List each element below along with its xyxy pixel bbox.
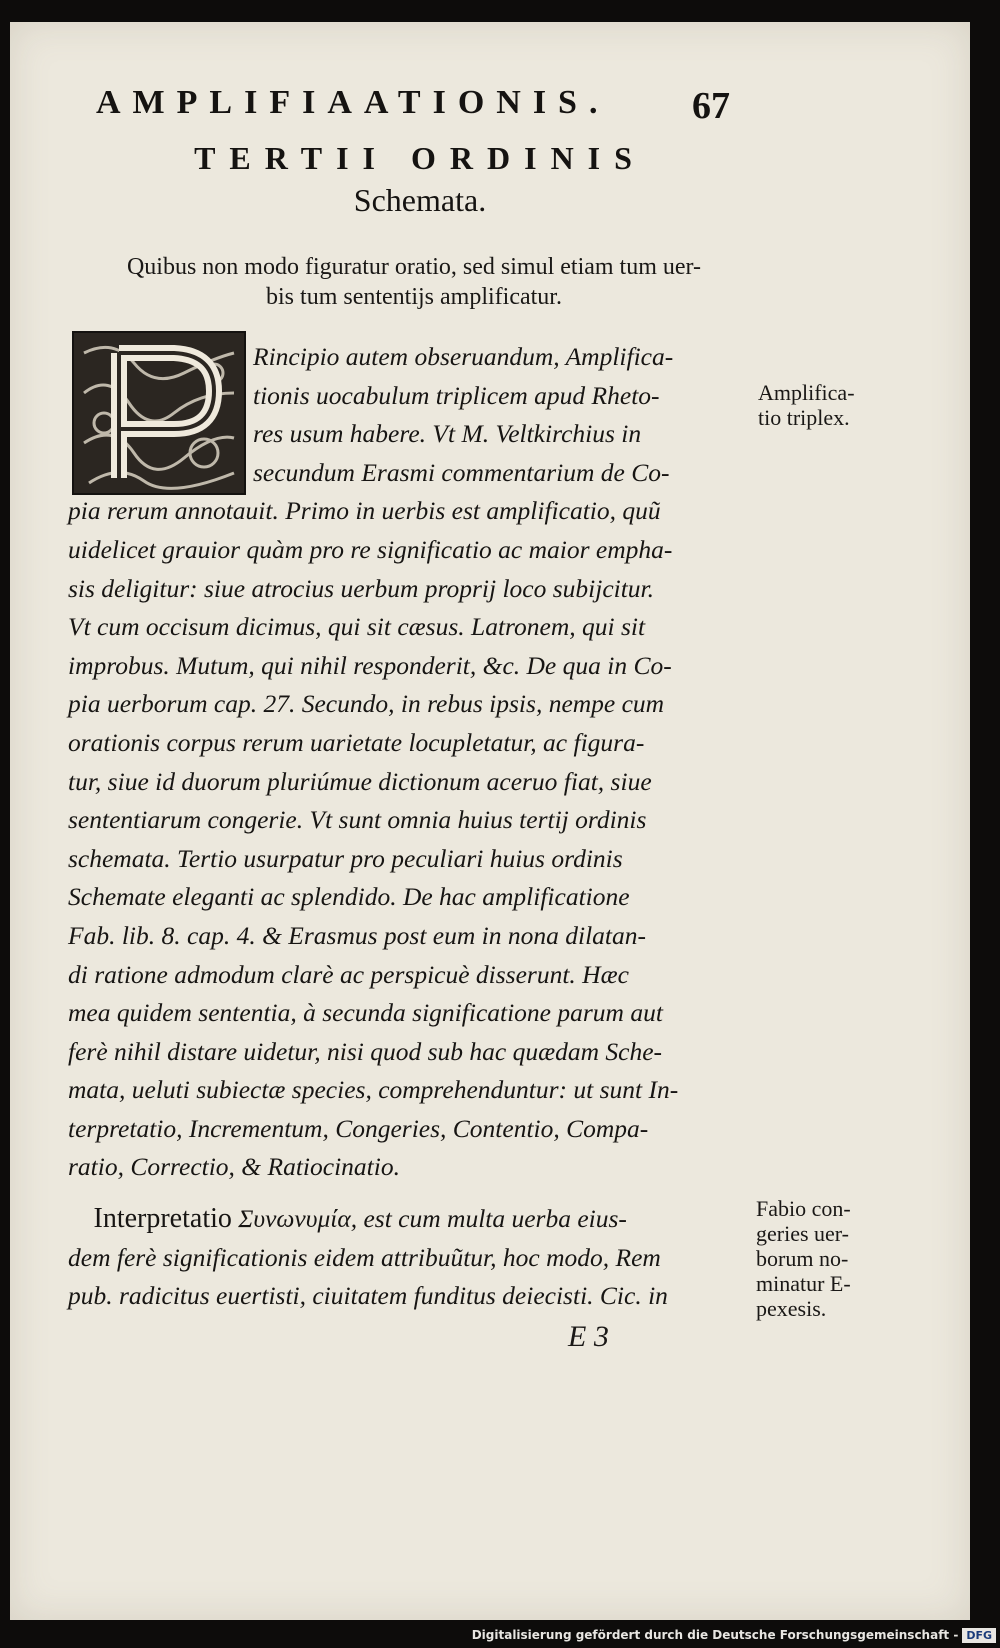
margin-note-line: borum no- — [756, 1246, 849, 1271]
main-paragraph — [68, 338, 752, 1187]
text-line: tur, siue id duorum pluriúmue dictionum aceruo fiat, siue — [68, 766, 652, 796]
text-line: Vt cum occisum dicimus, qui sit cæsus. Latronem, qui sit — [68, 612, 646, 642]
text-line: mata, ueluti subiectæ species, comprehenduntur: ut sunt In- — [68, 1075, 679, 1105]
text-line: Schemate eleganti ac splendido. De hac amplificatione — [68, 882, 630, 912]
text-line: Fab. lib. 8. cap. 4. & Erasmus post eum in nona dilatan- — [68, 920, 646, 950]
intro-line: Quibus non modo figuratur oratio, sed simul etiam tum uer- — [126, 254, 702, 280]
margin-note-line: geries uer- — [756, 1221, 850, 1246]
margin-note-line: pexesis. — [756, 1296, 827, 1321]
footer-text: Digitalisierung gefördert durch die Deutsche Forschungsgemeinschaft - — [471, 1628, 959, 1642]
section-subtitle: Schemata. — [353, 182, 487, 218]
second-paragraph — [68, 1200, 752, 1316]
margin-note-line: minatur E- — [756, 1271, 851, 1296]
digitization-footer — [472, 1624, 996, 1646]
signature-mark: E 3 — [568, 1320, 609, 1353]
text-fragment: Συνωνυμία, est cum multa uerba eius- — [231, 1204, 627, 1233]
dfg-logo: DFG — [962, 1628, 996, 1643]
intro-text — [64, 252, 764, 312]
text-line: dem ferè significationis eidem attribuũtur, hoc modo, Rem — [68, 1242, 661, 1272]
text-line: uidelicet grauior quàm pro re significatio ac maior empha- — [68, 534, 673, 564]
text-line: mea quidem sententia, à secunda significatione parum aut — [68, 998, 663, 1028]
text-line — [68, 1200, 752, 1239]
section-title: TERTII ORDINIS — [194, 140, 646, 176]
text-line: improbus. Mutum, qui nihil responderit, &c. De qua in Co- — [68, 650, 672, 680]
text-line: res usum habere. Vt M. Veltkirchius in — [253, 419, 642, 449]
text-line: schemata. Tertio usurpatur pro peculiari huius ordinis — [68, 843, 623, 873]
text-line: ratio, Correctio, & Ratiocinatio. — [68, 1152, 400, 1182]
margin-note-line: tio triplex. — [758, 405, 850, 430]
text-line: sis deligitur: siue atrocius uerbum proprij loco subijcitur. — [68, 573, 655, 603]
text-line: pia rerum annotauit. Primo in uerbis est amplificatio, quũ — [68, 496, 661, 526]
running-head: AMPLIFIAATIONIS. — [96, 84, 610, 121]
margin-note-congeries — [756, 1196, 851, 1321]
text-line: tionis uocabulum triplicem apud Rheto- — [253, 380, 660, 410]
margin-note-line: Amplifica- — [758, 380, 855, 405]
margin-note-amplificatio — [758, 380, 855, 430]
text-line: orationis corpus rerum uarietate locupletatur, ac figura- — [68, 727, 645, 757]
text-line: terpretatio, Incrementum, Congeries, Contentio, Compa- — [68, 1113, 649, 1143]
term-interpretatio: Interpretatio — [93, 1203, 232, 1234]
text-line: pub. radicitus euertisti, ciuitatem funditus deiecisti. Cic. in — [68, 1281, 668, 1311]
page-number: 67 — [692, 85, 730, 127]
text-line: sententiarum congerie. Vt sunt omnia huius tertij ordinis — [68, 805, 647, 835]
text-line: pia uerborum cap. 27. Secundo, in rebus ipsis, nempe cum — [68, 689, 665, 719]
text-line: ferè nihil distare uidetur, nisi quod sub hac quædam Sche- — [68, 1036, 663, 1066]
text-line: di ratione admodum clarè ac perspicuè disserunt. Hæc — [68, 959, 629, 989]
margin-note-line: Fabio con- — [756, 1196, 851, 1221]
text-line: secundum Erasmi commentarium de Co- — [253, 457, 670, 487]
intro-line: bis tum sententijs amplificatur. — [266, 284, 562, 310]
text-line: Rincipio autem obseruandum, Amplifica- — [253, 342, 674, 371]
